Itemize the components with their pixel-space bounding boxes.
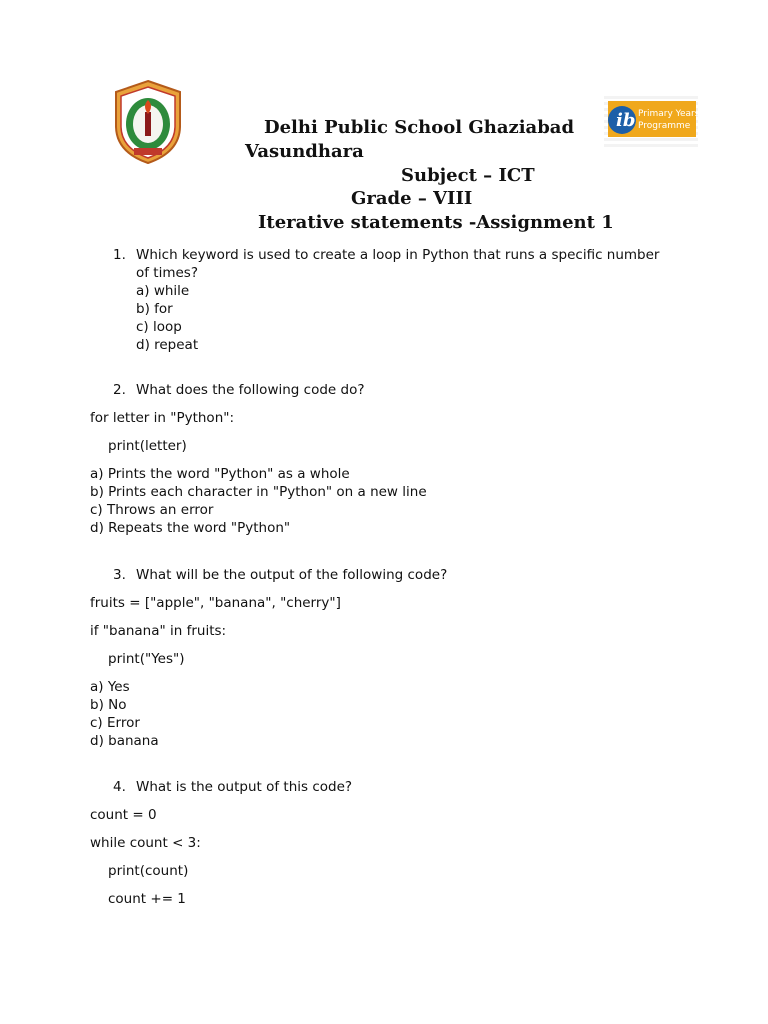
option-list — [136, 282, 198, 354]
option-item: a) Prints the word "Python" as a whole — [90, 466, 350, 482]
assignment-title: Iterative statements -Assignment 1 — [258, 212, 614, 233]
option-item: d) Repeats the word "Python" — [90, 520, 291, 536]
grade-heading: Grade – VIII — [351, 188, 473, 209]
svg-text:Programme: Programme — [638, 121, 691, 131]
code-line: count = 0 — [90, 807, 157, 823]
question-text: What is the output of this code? — [136, 779, 353, 795]
school-name-line1: Delhi Public School Ghaziabad — [264, 117, 575, 138]
code-line: if "banana" in fruits: — [90, 623, 227, 639]
question-number: 1. — [113, 247, 126, 263]
question-number: 2. — [113, 382, 126, 398]
school-name-line2: Vasundhara — [245, 141, 364, 162]
ib-pyp-logo — [604, 93, 698, 147]
code-line: for letter in "Python": — [90, 410, 235, 426]
code-line: count += 1 — [108, 891, 186, 907]
question-text: Which keyword is used to create a loop in Python that runs a specific number — [136, 247, 660, 263]
school-crest-logo — [110, 78, 186, 166]
svg-text:ib: ib — [616, 110, 636, 131]
question-text-continued: of times? — [136, 265, 199, 281]
option-item: a) Yes — [90, 679, 130, 695]
option-list — [90, 678, 159, 750]
code-line: print("Yes") — [108, 651, 185, 667]
option-item: c) loop — [136, 319, 182, 335]
option-item: b) No — [90, 697, 127, 713]
option-item: d) banana — [90, 733, 159, 749]
question-number: 3. — [113, 567, 126, 583]
code-line: print(count) — [108, 863, 189, 879]
svg-text:Primary Years: Primary Years — [638, 109, 698, 119]
subject-heading: Subject – ICT — [401, 165, 535, 186]
question-number: 4. — [113, 779, 126, 795]
question-text: What will be the output of the following code? — [136, 567, 448, 583]
option-item: c) Throws an error — [90, 502, 214, 518]
option-item: c) Error — [90, 715, 140, 731]
option-item: b) Prints each character in "Python" on a new line — [90, 484, 427, 500]
option-list — [90, 465, 427, 537]
option-item: b) for — [136, 301, 173, 317]
option-item: a) while — [136, 283, 190, 299]
code-line: while count < 3: — [90, 835, 201, 851]
code-line: print(letter) — [108, 438, 187, 454]
question-text: What does the following code do? — [136, 382, 365, 398]
option-item: d) repeat — [136, 337, 199, 353]
code-line: fruits = ["apple", "banana", "cherry"] — [90, 595, 341, 611]
